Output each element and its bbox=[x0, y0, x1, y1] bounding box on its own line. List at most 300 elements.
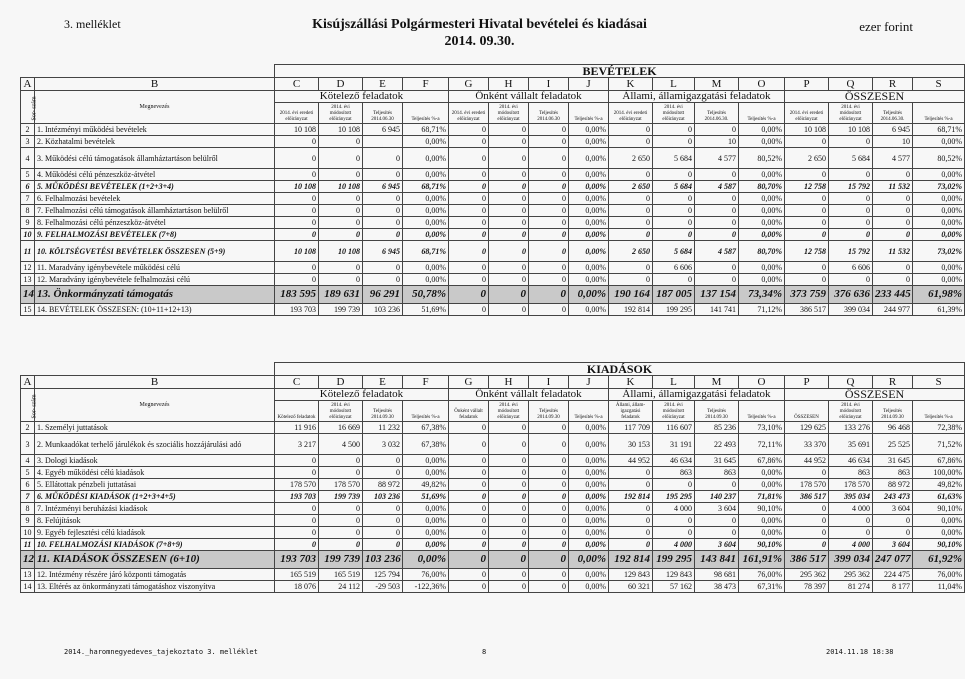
cell-value: 68,71% bbox=[403, 124, 449, 136]
cell-value: 0 bbox=[785, 539, 829, 551]
cell-value: 0 bbox=[489, 274, 529, 286]
cell-value: 178 570 bbox=[785, 479, 829, 491]
cell-value: 31 645 bbox=[695, 455, 739, 467]
cell-value: 11 916 bbox=[275, 422, 319, 434]
cell-value: 0,00% bbox=[569, 503, 609, 515]
cell-value: 0 bbox=[275, 527, 319, 539]
cell-value: 10 bbox=[873, 136, 913, 148]
cell-value: 0,00% bbox=[569, 274, 609, 286]
cell-value: 0,00% bbox=[739, 515, 785, 527]
cell-value: 0 bbox=[529, 304, 569, 316]
cell-value: 0 bbox=[275, 148, 319, 169]
sub-szazalek: Teljesítés %-a bbox=[739, 401, 785, 422]
cell-value: 0 bbox=[695, 193, 739, 205]
cell-value: 90,10% bbox=[913, 503, 965, 515]
sub-modositott: 2014. évi módosított előirányzat bbox=[829, 401, 873, 422]
sub-szazalek: Teljesítés %-a bbox=[739, 103, 785, 124]
cell-value: 0,00% bbox=[403, 205, 449, 217]
cell-value: 2 650 bbox=[609, 181, 653, 193]
cell-value: 68,71% bbox=[403, 241, 449, 262]
cell-value: 0 bbox=[449, 551, 489, 569]
cell-value: 3 217 bbox=[275, 434, 319, 455]
table-row bbox=[21, 136, 965, 148]
sub-teljesites: Teljesítés 2014.06.30. bbox=[695, 103, 739, 124]
cell-value: 4 000 bbox=[653, 503, 695, 515]
cell-value: 0,00% bbox=[739, 229, 785, 241]
cell-value: 3 604 bbox=[695, 503, 739, 515]
cell-value: 3 604 bbox=[873, 539, 913, 551]
table-row bbox=[21, 491, 965, 503]
table-row bbox=[21, 205, 965, 217]
cell-value: 0 bbox=[319, 262, 363, 274]
cell-value: 18 076 bbox=[275, 581, 319, 593]
cell-value: 6 945 bbox=[363, 241, 403, 262]
cell-value: 0 bbox=[319, 193, 363, 205]
cell-value: 0 bbox=[529, 422, 569, 434]
cell-value: 0 bbox=[319, 515, 363, 527]
cell-value: 0 bbox=[489, 434, 529, 455]
cell-value: 0 bbox=[829, 136, 873, 148]
cell-value: 178 570 bbox=[829, 479, 873, 491]
group-osszesen: ÖSSZESEN bbox=[785, 91, 965, 103]
cell-value: 0,00% bbox=[913, 274, 965, 286]
cell-value: 4 577 bbox=[873, 148, 913, 169]
cell-value: 199 295 bbox=[653, 551, 695, 569]
cell-value: 12 758 bbox=[785, 181, 829, 193]
cell-value: 15 792 bbox=[829, 241, 873, 262]
column-letter: Q bbox=[829, 376, 873, 389]
column-letter: G bbox=[449, 376, 489, 389]
cell-value: 0 bbox=[449, 181, 489, 193]
page-label: 3. melléklet bbox=[64, 17, 121, 31]
cell-value: 165 519 bbox=[319, 569, 363, 581]
cell-value: 0 bbox=[785, 515, 829, 527]
cell-value: 0 bbox=[489, 169, 529, 181]
sub-modositott: 2014. évi módosított előirányzat bbox=[319, 401, 363, 422]
cell-value: 0 bbox=[449, 274, 489, 286]
cell-value: 193 703 bbox=[275, 304, 319, 316]
cell-value: 0 bbox=[609, 229, 653, 241]
cell-value: 2 650 bbox=[609, 148, 653, 169]
cell-value: 0 bbox=[873, 193, 913, 205]
sub-modositott: 2014. évi módosított előirányzat bbox=[653, 401, 695, 422]
cell-value: 33 370 bbox=[785, 434, 829, 455]
cell-value: 0 bbox=[529, 479, 569, 491]
cell-value: 0 bbox=[449, 527, 489, 539]
description-header: Megnevezés bbox=[35, 389, 275, 422]
row-description: 2. Közhatalmi bevételek bbox=[35, 136, 275, 148]
cell-value: 0 bbox=[449, 229, 489, 241]
cell-value: 0,00% bbox=[403, 148, 449, 169]
column-letter: D bbox=[319, 376, 363, 389]
cell-value: 0 bbox=[529, 467, 569, 479]
cell-value: 4 000 bbox=[829, 539, 873, 551]
row-number-header: Sor- szám bbox=[21, 389, 35, 422]
column-letter: A bbox=[21, 376, 35, 389]
sub-teljesites: Teljesítés 2014.09.30 bbox=[363, 401, 403, 422]
cell-value: 0,00% bbox=[569, 148, 609, 169]
cell-value: 0 bbox=[873, 262, 913, 274]
cell-value: 4 000 bbox=[653, 539, 695, 551]
table-row bbox=[21, 229, 965, 241]
cell-value: 31 645 bbox=[873, 455, 913, 467]
expense-column-letters bbox=[21, 376, 965, 389]
cell-value: 0,00% bbox=[569, 181, 609, 193]
cell-value: 4 000 bbox=[829, 503, 873, 515]
cell-value: 0,00% bbox=[913, 262, 965, 274]
cell-value: 0 bbox=[489, 455, 529, 467]
cell-value: 11 532 bbox=[873, 241, 913, 262]
column-letter: E bbox=[363, 376, 403, 389]
cell-value: 0,00% bbox=[403, 193, 449, 205]
cell-value: 0,00% bbox=[913, 217, 965, 229]
cell-value: 0,00% bbox=[403, 467, 449, 479]
cell-value: 73,10% bbox=[739, 422, 785, 434]
column-letter: R bbox=[873, 376, 913, 389]
cell-value: 0 bbox=[489, 217, 529, 229]
cell-value: 0 bbox=[529, 229, 569, 241]
cell-value: 192 814 bbox=[609, 551, 653, 569]
row-description: 9. Egyéb fejlesztési célú kiadások bbox=[35, 527, 275, 539]
column-letter: P bbox=[785, 78, 829, 91]
cell-value: 0 bbox=[275, 136, 319, 148]
cell-value: 143 841 bbox=[695, 551, 739, 569]
row-description: 2. Munkaadókat terhelő járulékok és szociális hozzájárulási adó bbox=[35, 434, 275, 455]
cell-value: 81 274 bbox=[829, 581, 873, 593]
cell-value: 76,00% bbox=[913, 569, 965, 581]
cell-value: 0 bbox=[489, 515, 529, 527]
cell-value: 0 bbox=[785, 503, 829, 515]
row-number: 10 bbox=[21, 229, 35, 241]
cell-value: 10 108 bbox=[275, 124, 319, 136]
cell-value: 6 606 bbox=[829, 262, 873, 274]
cell-value: 0 bbox=[529, 193, 569, 205]
cell-value: 0 bbox=[319, 467, 363, 479]
cell-value: 0 bbox=[653, 229, 695, 241]
cell-value: 51,69% bbox=[403, 304, 449, 316]
cell-value: 0 bbox=[529, 136, 569, 148]
table-row bbox=[21, 467, 965, 479]
cell-value: 0,00% bbox=[569, 527, 609, 539]
cell-value: 44 952 bbox=[785, 455, 829, 467]
cell-value: 0 bbox=[653, 274, 695, 286]
cell-value: 0,00% bbox=[403, 539, 449, 551]
cell-value: 0 bbox=[785, 136, 829, 148]
table-row bbox=[21, 479, 965, 491]
row-number: 11 bbox=[21, 241, 35, 262]
table-row bbox=[21, 193, 965, 205]
cell-value: 0,00% bbox=[569, 569, 609, 581]
footer-timestamp: 2014.11.18 18:38 bbox=[826, 648, 894, 656]
sub-szazalek: Teljesítés %-a bbox=[403, 103, 449, 124]
row-description: 11. Maradvány igénybevétele működési célú bbox=[35, 262, 275, 274]
cell-value: 4 500 bbox=[319, 434, 363, 455]
column-letter: L bbox=[653, 78, 695, 91]
cell-value: 0 bbox=[609, 467, 653, 479]
cell-value: 44 952 bbox=[609, 455, 653, 467]
row-number-header: Sor- szám bbox=[21, 91, 35, 124]
cell-value: 73,02% bbox=[913, 181, 965, 193]
footer-filename: 2014._haromnegyedeves_tajekoztato 3. melléklet bbox=[64, 648, 258, 656]
cell-value: 0 bbox=[363, 503, 403, 515]
table-row bbox=[21, 124, 965, 136]
cell-value: 0,00% bbox=[569, 217, 609, 229]
cell-value: 38 473 bbox=[695, 581, 739, 593]
row-description: 14. BEVÉTELEK ÖSSZESEN: (10+11+12+13) bbox=[35, 304, 275, 316]
row-number: 6 bbox=[21, 181, 35, 193]
cell-value: 0,00% bbox=[569, 467, 609, 479]
cell-value: 0 bbox=[319, 274, 363, 286]
cell-value: 12 758 bbox=[785, 241, 829, 262]
column-letter: K bbox=[609, 78, 653, 91]
cell-value: 125 794 bbox=[363, 569, 403, 581]
sub-szazalek: Teljesítés %-a bbox=[913, 401, 965, 422]
cell-value: 0,00% bbox=[403, 136, 449, 148]
column-letter: E bbox=[363, 78, 403, 91]
cell-value: 0 bbox=[319, 503, 363, 515]
column-letter: G bbox=[449, 78, 489, 91]
cell-value: 0 bbox=[449, 479, 489, 491]
cell-value: 16 669 bbox=[319, 422, 363, 434]
cell-value: 0,00% bbox=[913, 193, 965, 205]
cell-value: 0 bbox=[609, 217, 653, 229]
cell-value: 49,82% bbox=[913, 479, 965, 491]
cell-value: 0 bbox=[489, 286, 529, 304]
cell-value: 0 bbox=[695, 205, 739, 217]
cell-value: 0 bbox=[489, 241, 529, 262]
cell-value: 0 bbox=[319, 136, 363, 148]
cell-value: 0 bbox=[529, 205, 569, 217]
sub-modositott: 2014. évi módosított előirányzat bbox=[489, 401, 529, 422]
cell-value: 0 bbox=[529, 434, 569, 455]
cell-value: 0 bbox=[449, 539, 489, 551]
cell-value: 0 bbox=[489, 262, 529, 274]
sub-teljesites: Teljesítés 2014.09.30 bbox=[695, 401, 739, 422]
cell-value: 399 034 bbox=[829, 304, 873, 316]
cell-value: 25 525 bbox=[873, 434, 913, 455]
cell-value: 0 bbox=[319, 539, 363, 551]
column-letter: C bbox=[275, 376, 319, 389]
row-description: 3. Működési célú támogatások államháztartáson belülről bbox=[35, 148, 275, 169]
cell-value: 10 108 bbox=[275, 181, 319, 193]
expense-section-title: KIADÁSOK bbox=[275, 363, 965, 376]
column-letter: F bbox=[403, 78, 449, 91]
cell-value: 73,02% bbox=[913, 241, 965, 262]
cell-value: 76,00% bbox=[739, 569, 785, 581]
column-letter: J bbox=[569, 78, 609, 91]
cell-value: 0 bbox=[529, 169, 569, 181]
description-header: Megnevezés bbox=[35, 91, 275, 124]
row-description: 8. Felújítások bbox=[35, 515, 275, 527]
column-letter: O bbox=[739, 78, 785, 91]
row-number: 7 bbox=[21, 193, 35, 205]
cell-value: 0 bbox=[609, 124, 653, 136]
cell-value: 0 bbox=[785, 205, 829, 217]
cell-value: 68,71% bbox=[913, 124, 965, 136]
cell-value: 0,00% bbox=[403, 503, 449, 515]
cell-value: 0 bbox=[829, 169, 873, 181]
cell-value: 129 843 bbox=[609, 569, 653, 581]
cell-value: 0,00% bbox=[569, 515, 609, 527]
row-number: 5 bbox=[21, 467, 35, 479]
cell-value: 0 bbox=[609, 262, 653, 274]
cell-value: 141 741 bbox=[695, 304, 739, 316]
cell-value: -29 503 bbox=[363, 581, 403, 593]
income-column-letters bbox=[21, 78, 965, 91]
cell-value: 0 bbox=[529, 286, 569, 304]
row-number: 7 bbox=[21, 491, 35, 503]
cell-value: 161,91% bbox=[739, 551, 785, 569]
income-section-title: BEVÉTELEK bbox=[275, 65, 965, 78]
row-description: 3. Dologi kiadások bbox=[35, 455, 275, 467]
sub-allami: Állami, állam- igazgatási feladatok bbox=[609, 401, 653, 422]
cell-value: 0 bbox=[609, 527, 653, 539]
cell-value: 46 634 bbox=[653, 455, 695, 467]
cell-value: 103 236 bbox=[363, 304, 403, 316]
cell-value: 4 587 bbox=[695, 241, 739, 262]
cell-value: 0 bbox=[653, 205, 695, 217]
sub-modositott: 2014. évi módosított előirányzat bbox=[489, 103, 529, 124]
cell-value: 46 634 bbox=[829, 455, 873, 467]
row-description: 7. Felhalmozási célú támogatások államháztartáson belülről bbox=[35, 205, 275, 217]
cell-value: 376 636 bbox=[829, 286, 873, 304]
cell-value: 22 493 bbox=[695, 434, 739, 455]
cell-value: 0 bbox=[695, 217, 739, 229]
column-letter: M bbox=[695, 78, 739, 91]
cell-value: 0 bbox=[319, 527, 363, 539]
sub-kotelezo: Kötelező feladatok bbox=[275, 401, 319, 422]
cell-value: 399 034 bbox=[829, 551, 873, 569]
cell-value: 195 295 bbox=[653, 491, 695, 503]
cell-value: 0 bbox=[829, 205, 873, 217]
cell-value: 0 bbox=[785, 262, 829, 274]
column-letter: H bbox=[489, 376, 529, 389]
cell-value: 67,31% bbox=[739, 581, 785, 593]
cell-value: 0 bbox=[785, 193, 829, 205]
cell-value: 0,00% bbox=[403, 274, 449, 286]
cell-value: 0 bbox=[829, 229, 873, 241]
cell-value: 0,00% bbox=[913, 136, 965, 148]
cell-value: 90,10% bbox=[913, 539, 965, 551]
cell-value: 0 bbox=[609, 193, 653, 205]
table-row bbox=[21, 422, 965, 434]
cell-value: 0,00% bbox=[569, 169, 609, 181]
cell-value: 103 236 bbox=[363, 491, 403, 503]
cell-value: 0,00% bbox=[913, 205, 965, 217]
column-letter: O bbox=[739, 376, 785, 389]
cell-value: 0,00% bbox=[403, 551, 449, 569]
cell-value: 244 977 bbox=[873, 304, 913, 316]
cell-value: 0 bbox=[873, 515, 913, 527]
cell-value: 96 291 bbox=[363, 286, 403, 304]
cell-value: 0 bbox=[785, 467, 829, 479]
cell-value: 247 077 bbox=[873, 551, 913, 569]
cell-value: 6 945 bbox=[363, 181, 403, 193]
cell-value: 0 bbox=[449, 515, 489, 527]
cell-value: 0 bbox=[609, 136, 653, 148]
cell-value: 0 bbox=[449, 205, 489, 217]
cell-value: 3 604 bbox=[695, 539, 739, 551]
cell-value: 0 bbox=[275, 205, 319, 217]
cell-value: 24 112 bbox=[319, 581, 363, 593]
cell-value: 0 bbox=[449, 569, 489, 581]
sub-teljesites: Teljesítés 2014.09.30 bbox=[529, 401, 569, 422]
cell-value: 0 bbox=[489, 551, 529, 569]
row-description: 8. Felhalmozási célú pénzeszköz-átvétel bbox=[35, 217, 275, 229]
cell-value: 0 bbox=[873, 169, 913, 181]
cell-value: 61,98% bbox=[913, 286, 965, 304]
cell-value: 15 792 bbox=[829, 181, 873, 193]
row-description: 12. Maradvány igénybevétele felhalmozási célú bbox=[35, 274, 275, 286]
cell-value: 0 bbox=[529, 262, 569, 274]
cell-value: 0 bbox=[695, 262, 739, 274]
cell-value: 386 517 bbox=[785, 304, 829, 316]
cell-value: 67,86% bbox=[739, 455, 785, 467]
cell-value: 0 bbox=[785, 217, 829, 229]
cell-value: 199 739 bbox=[319, 491, 363, 503]
column-letter: K bbox=[609, 376, 653, 389]
cell-value: 6 945 bbox=[873, 124, 913, 136]
row-number: 11 bbox=[21, 539, 35, 551]
cell-value: 199 739 bbox=[319, 304, 363, 316]
cell-value: 0,00% bbox=[569, 136, 609, 148]
row-number: 8 bbox=[21, 205, 35, 217]
row-description: 13. Eltérés az önkormányzati támogatáshoz viszonyítva bbox=[35, 581, 275, 593]
table-row bbox=[21, 169, 965, 181]
cell-value: 50,78% bbox=[403, 286, 449, 304]
row-description: 4. Egyéb működési célú kiadások bbox=[35, 467, 275, 479]
column-letter: F bbox=[403, 376, 449, 389]
cell-value: 4 577 bbox=[695, 148, 739, 169]
expense-group-header bbox=[21, 389, 965, 401]
cell-value: 0,00% bbox=[739, 274, 785, 286]
cell-value: 0,00% bbox=[739, 169, 785, 181]
row-description: 1. Intézményi működési bevételek bbox=[35, 124, 275, 136]
cell-value: 85 236 bbox=[695, 422, 739, 434]
cell-value: 0 bbox=[363, 169, 403, 181]
column-letter: P bbox=[785, 376, 829, 389]
cell-value: 243 473 bbox=[873, 491, 913, 503]
cell-value: 0,00% bbox=[739, 124, 785, 136]
cell-value: 98 681 bbox=[695, 569, 739, 581]
row-description: 5. Ellátottak pénzbeli juttatásai bbox=[35, 479, 275, 491]
cell-value: 80,70% bbox=[739, 181, 785, 193]
cell-value: 10 108 bbox=[275, 241, 319, 262]
cell-value: 49,82% bbox=[403, 479, 449, 491]
cell-value: 0 bbox=[489, 304, 529, 316]
cell-value: 0,00% bbox=[569, 304, 609, 316]
cell-value: 0 bbox=[275, 229, 319, 241]
table-row bbox=[21, 217, 965, 229]
cell-value: 0 bbox=[529, 274, 569, 286]
cell-value: 0 bbox=[829, 274, 873, 286]
cell-value: 5 684 bbox=[653, 148, 695, 169]
cell-value: 0 bbox=[363, 515, 403, 527]
cell-value: 0 bbox=[695, 169, 739, 181]
cell-value: 0,00% bbox=[739, 217, 785, 229]
column-letter: B bbox=[35, 78, 275, 91]
cell-value: 0 bbox=[529, 581, 569, 593]
cell-value: 0 bbox=[653, 136, 695, 148]
cell-value: 0 bbox=[529, 181, 569, 193]
cell-value: 192 814 bbox=[609, 491, 653, 503]
cell-value: -122,36% bbox=[403, 581, 449, 593]
cell-value: 72,38% bbox=[913, 422, 965, 434]
cell-value: 0 bbox=[873, 205, 913, 217]
cell-value: 178 570 bbox=[275, 479, 319, 491]
cell-value: 0,00% bbox=[569, 581, 609, 593]
table-row bbox=[21, 581, 965, 593]
